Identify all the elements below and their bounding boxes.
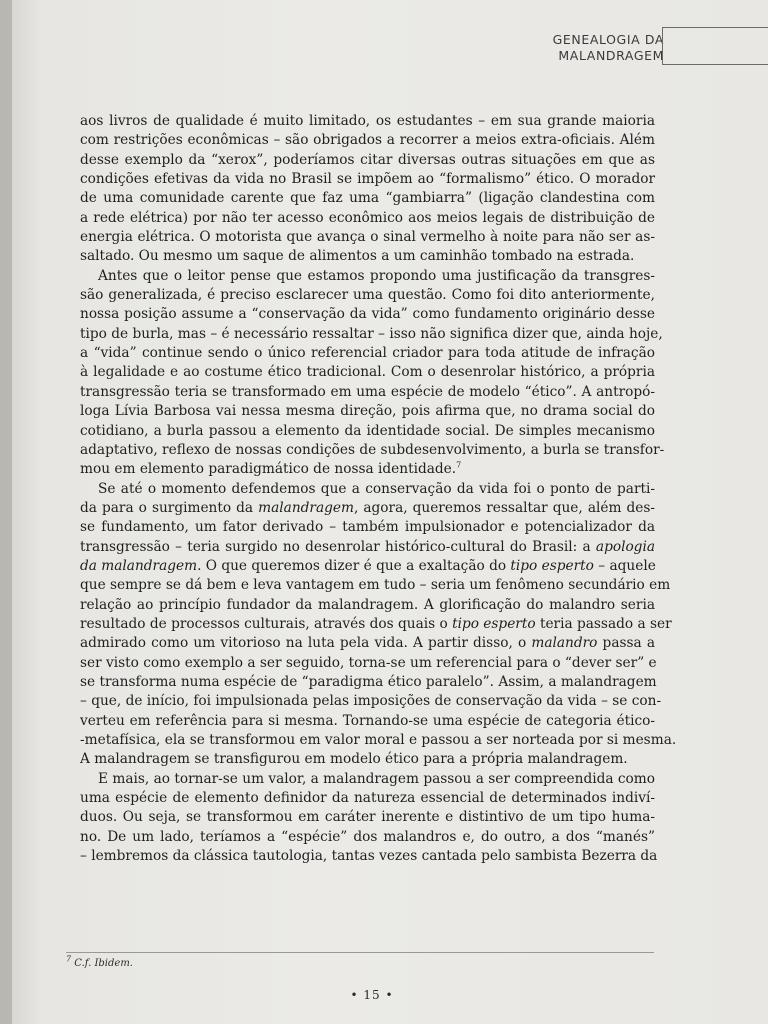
text-line (80, 460, 655, 479)
running-header (524, 32, 664, 64)
italic-term: tipo esperto (510, 557, 594, 574)
text-segment: resultado de processos culturais, através dos quais o (80, 615, 453, 632)
italic-term: malandro (531, 635, 598, 652)
text-line: duos. Ou seja, se transformou em caráter inerente e distintivo de um tipo huma- (80, 809, 655, 826)
text-line: E mais, ao tornar-se um valor, a malandragem passou a ser compreendida como (98, 770, 655, 787)
text-line: aos livros de qualidade é muito limitado, os estudantes – em sua grande maioria (80, 113, 655, 129)
text-line: uma espécie de elemento definidor da natureza essencial de determinados indiví- (80, 790, 655, 807)
header-frame (662, 27, 768, 65)
text-line: -metafísica, ela se transformou em valor moral e passou a ser norteada por si mesma. (80, 732, 677, 748)
text-line: – que, de início, foi impulsionada pelas imposições de conservação da vida – se con- (80, 693, 662, 710)
text-line: A malandragem se transfigurou em modelo ético para a própria malandragem. (80, 751, 628, 768)
text-line: são generalizada, é preciso esclarecer uma questão. Como foi dito anteriormente, (80, 287, 655, 304)
body-text (80, 112, 677, 866)
text-line: Antes que o leitor pense que estamos propondo uma justificação da transgres- (98, 267, 655, 284)
text-segment: teria passado a ser (535, 615, 672, 632)
text-line (80, 634, 655, 653)
text-line: saltado. Ou mesmo um saque de alimentos a um caminhão tombado na estrada. (80, 248, 635, 265)
text-segment: passa a (597, 635, 655, 652)
footnote (66, 954, 133, 969)
text-line: cotidiano, a burla passou a elemento da identidade social. De simples mecanismo (80, 422, 655, 439)
paragraph-1 (80, 112, 655, 267)
footnote-divider (66, 952, 654, 953)
text-line: no. De um lado, teríamos a “espécie” dos malandros e, do outro, a dos “manés” (80, 828, 655, 845)
text-line: com restrições econômicas – são obrigados a recorrer a meios extra-oficiais. Além (80, 132, 655, 149)
text-segment: transgressão – teria surgido no desenrolar histórico-cultural do Brasil: a (80, 538, 596, 555)
footnote-text: C.f. Ibidem. (74, 958, 133, 969)
text-line: condições efetivas da vida no Brasil se impõem ao “formalismo” ético. O morador (80, 171, 655, 188)
text-line: nossa posição assume a “conservação da vida” como fundamento originário desse (80, 306, 655, 323)
text-line (80, 499, 655, 518)
text-line (80, 615, 672, 634)
text-line: Se até o momento defendemos que a conservação da vida foi o ponto de parti- (98, 480, 655, 497)
text-line: à legalidade e ao costume ético tradicional. Com o desenrolar histórico, a própria (80, 364, 655, 381)
text-line: adaptativo, reflexo de nossas condições de subdesenvolvimento, a burla se transfor- (80, 441, 665, 458)
text-line: de uma comunidade carente que faz uma “gambiarra” (ligação clandestina com (80, 190, 655, 207)
text-segment: , agora, queremos ressaltar que, além des- (353, 499, 655, 516)
italic-term: tipo esperto (452, 615, 536, 632)
text-line: energia elétrica. O motorista que avança o sinal vermelho à noite para não ser as- (80, 229, 655, 246)
italic-term: da malandragem (80, 557, 198, 574)
text-segment: mou em elemento paradigmático de nossa identidade. (80, 461, 457, 478)
text-line: loga Lívia Barbosa vai nessa mesma direção, pois afirma que, no drama social do (80, 403, 655, 420)
text-line: tipo de burla, mas – é necessário ressaltar – isso não significa dizer que, ainda hoje, (80, 325, 663, 342)
text-line: a “vida” continue sendo o único referencial criador para toda atitude de infração (80, 345, 655, 362)
header-line-1: GENEALOGIA DA (552, 32, 664, 47)
text-segment: – aquele (593, 557, 656, 574)
paragraph-2 (80, 267, 665, 480)
book-page (12, 0, 768, 1024)
text-line: verteu em referência para si mesma. Tornando-se uma espécie de categoria ético- (80, 712, 655, 729)
italic-term: apologia (595, 538, 655, 555)
text-line: relação ao princípio fundador da malandragem. A glorificação do malandro seria (80, 596, 655, 613)
footnote-number: 7 (66, 954, 72, 964)
text-line: se fundamento, um fator derivado – também impulsionador e potencializador da (80, 519, 655, 536)
text-line (80, 557, 655, 576)
text-line (80, 538, 655, 557)
text-segment: da para o surgimento da (80, 499, 259, 516)
footnote-reference[interactable]: 7 (456, 460, 462, 470)
text-line: ser visto como exemplo a ser seguido, torna-se um referencial para o “dever ser” e (80, 654, 657, 671)
text-line: – lembremos da clássica tautologia, tantas vezes cantada pelo sambista Bezerra da (80, 848, 658, 865)
text-segment: . O que queremos dizer é que a exaltação do (197, 557, 511, 574)
italic-term: malandragem (258, 499, 354, 516)
text-line: que sempre se dá bem e leva vantagem em tudo – seria um fenômeno secundário em (80, 577, 671, 594)
text-line: a rede elétrica) por não ter acesso econômico aos meios legais de distribuição de (80, 209, 655, 226)
paragraph-4 (80, 770, 658, 867)
text-line: desse exemplo da “xerox”, poderíamos citar diversas outras situações em que as (80, 151, 655, 168)
text-line: se transforma numa espécie de “paradigma ético paralelo”. Assim, a malandragem (80, 673, 657, 690)
page-number: • 15 • (350, 988, 394, 1002)
header-line-2: MALANDRAGEM (558, 48, 664, 63)
paragraph-3 (80, 480, 677, 770)
text-line: transgressão teria se transformado em uma espécie de modelo “ético”. A antropó- (80, 383, 655, 400)
text-segment: admirado como um vitorioso na luta pela vida. A partir disso, o (80, 635, 532, 652)
